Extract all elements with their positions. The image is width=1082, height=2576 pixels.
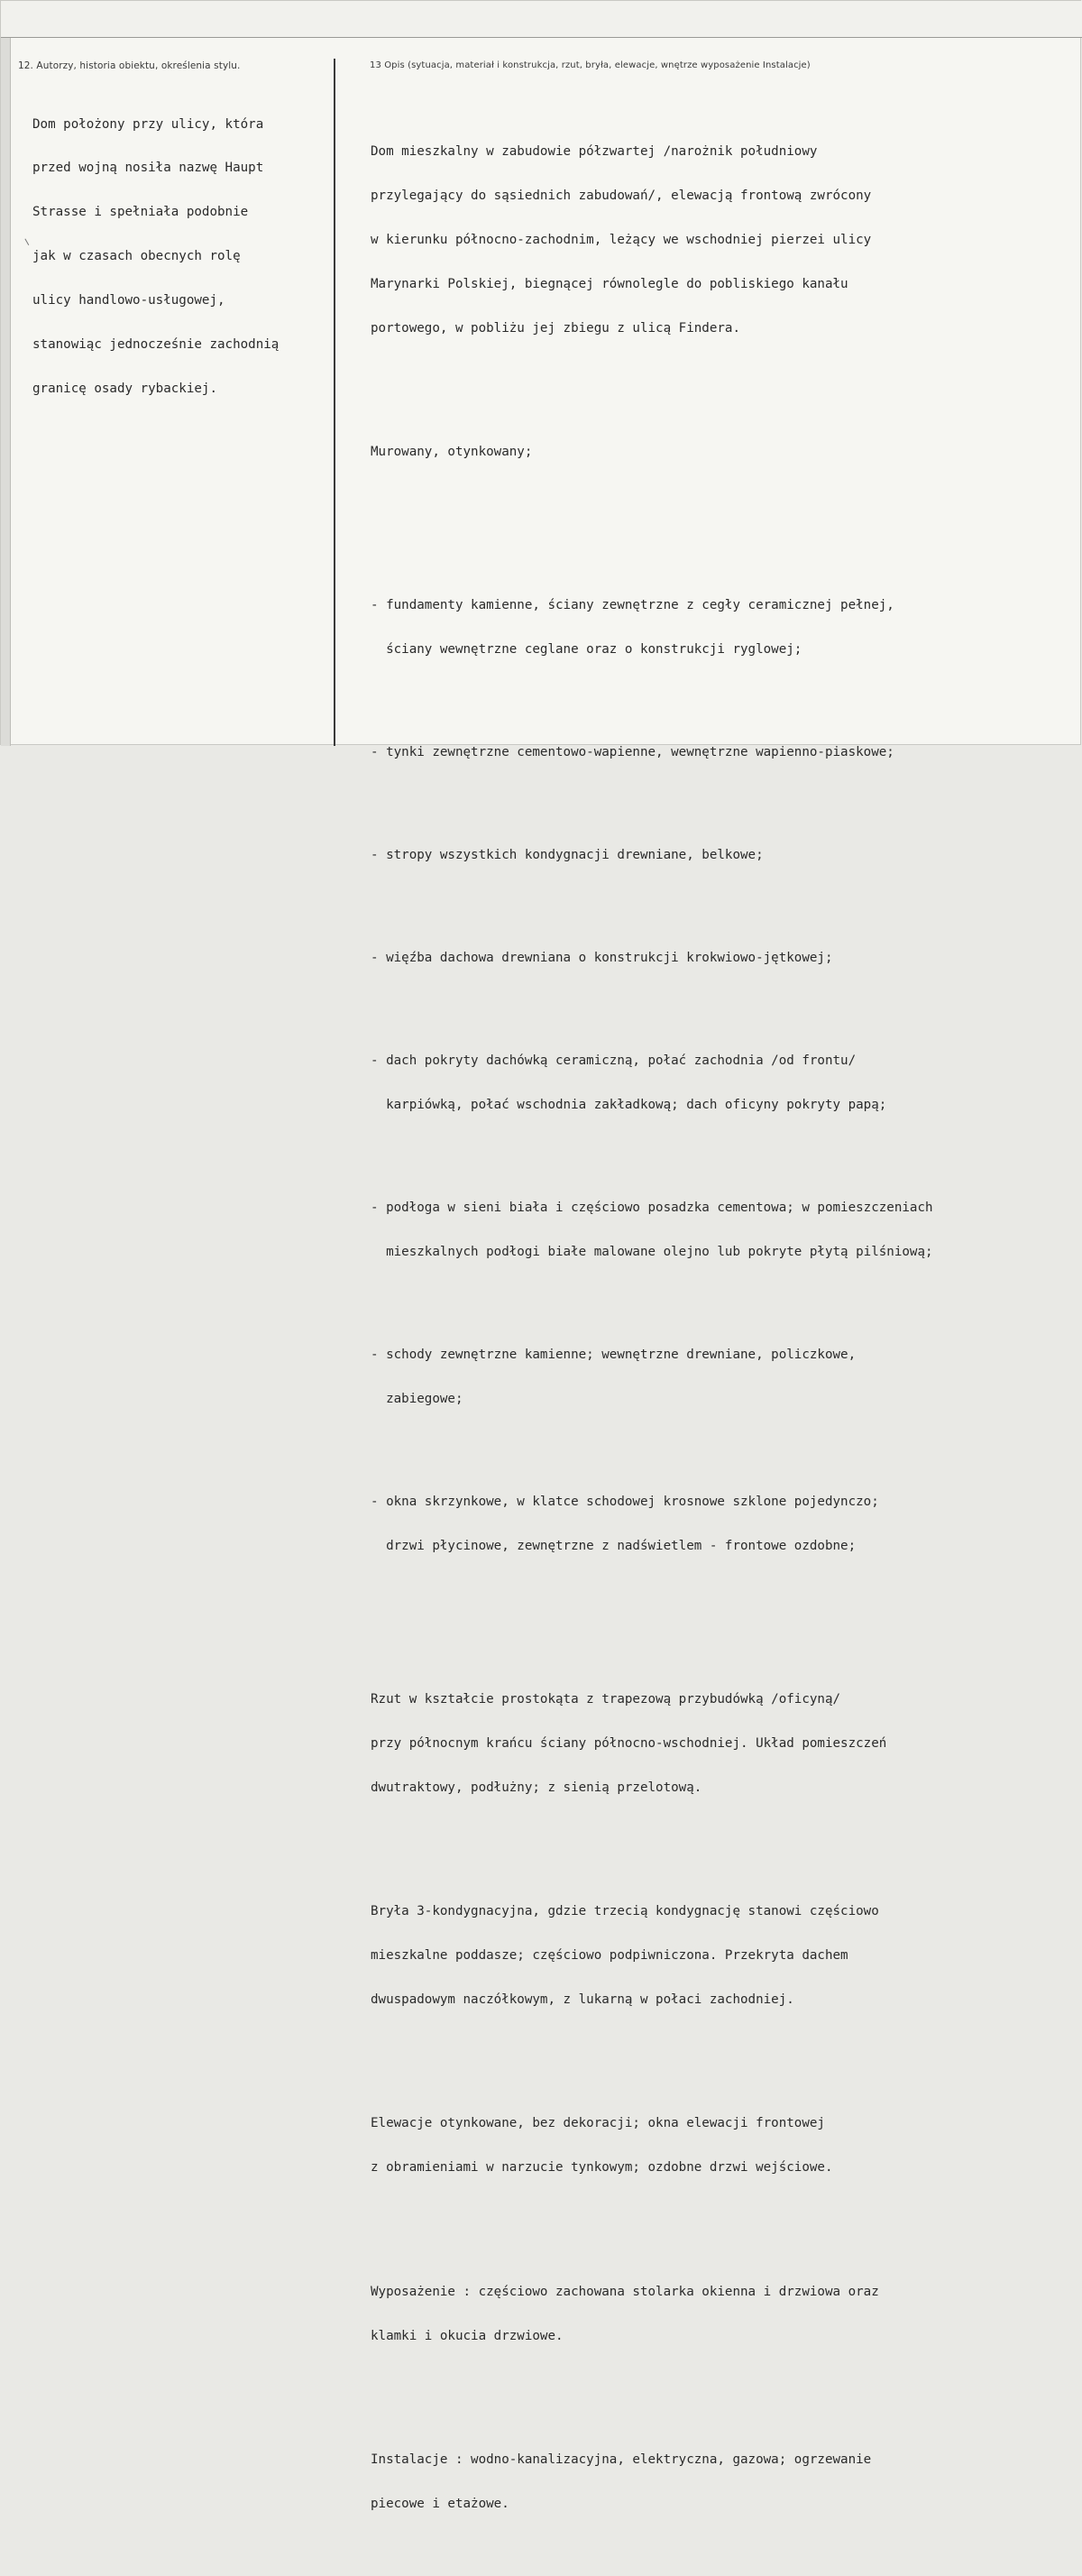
intro-paragraph (371, 115, 933, 365)
installations-paragraph (371, 2423, 933, 2540)
installations-line: piecowe i etażowe. (371, 2496, 509, 2511)
furnishing-line: klamki i okucia drzwiowe. (371, 2328, 564, 2343)
massing-paragraph (371, 1875, 933, 2037)
list-item-line: - okna skrzynkowe, w klatce schodowej krosnowe szklone pojedynczo; (371, 1495, 879, 1510)
list-item (371, 1025, 933, 1142)
description-text (371, 86, 933, 2576)
list-item-line: - fundamenty kamienne, ściany zewnętrzne z cegły ceramicznej pełnej, (371, 598, 894, 613)
list-item (371, 922, 933, 995)
massing-line: mieszkalne poddasze; częściowo podpiwniczona. Przekryta dachem (371, 1948, 848, 1964)
list-item-line: drzwi płycinowe, zewnętrzne z nadświetlem - frontowe ozdobne; (371, 1539, 857, 1554)
history-line: przed wojną nosiła nazwę Haupt (32, 161, 264, 176)
list-item-line: - tynki zewnętrzne cementowo-wapienne, wewnętrzne wapienno-piaskowe; (371, 745, 894, 760)
list-item (371, 569, 933, 686)
massing-line: dwuspadowym naczółkowym, z lukarną w połaci zachodniej. (371, 1992, 794, 2007)
list-item-line: karpiówką, połać wschodnia zakładkową; dach oficyny pokryty papą; (371, 1098, 887, 1113)
right-column-header: 13 Opis (sytuacja, materiał i konstrukcja, rzut, bryła, elewacje, wnętrze wyposażenie Instalacje) (370, 60, 811, 70)
history-line: ulicy handlowo-usługowej, (32, 293, 225, 308)
list-item-line: - stropy wszystkich kondygnacji drewniane, belkowe; (371, 848, 764, 863)
history-line: granicę osady rybackiej. (32, 381, 217, 396)
list-item-line: ściany wewnętrzne ceglane oraz o konstrukcji ryglowej; (371, 641, 802, 657)
material-line: Murowany, otynkowany; (371, 445, 533, 460)
history-line: Dom położony przy ulicy, która (32, 116, 264, 132)
list-item (371, 1466, 933, 1583)
list-item-line: mieszkalnych podłogi białe malowane olejno lub pokryte płytą pilśniową; (371, 1245, 933, 1260)
list-item (371, 715, 933, 788)
list-item (371, 819, 933, 892)
history-text (32, 87, 279, 426)
plan-paragraph (371, 1662, 933, 1824)
list-item-line: zabiegowe; (371, 1392, 463, 1407)
construction-list (371, 539, 933, 1613)
furnishing-paragraph (371, 2255, 933, 2372)
material-paragraph (371, 416, 933, 489)
installations-line: Instalacje : wodno-kanalizacyjna, elektryczna, gazowa; ogrzewanie (371, 2452, 872, 2467)
left-column-header: 12. Autorzy, historia obiektu, określenia stylu. (18, 60, 241, 71)
intro-line: portowego, w pobliżu jej zbiegu z ulicą Findera. (371, 320, 740, 336)
column-divider (334, 59, 335, 746)
history-line: stanowiąc jednocześnie zachodnią (32, 337, 280, 353)
list-item-line: - więźba dachowa drewniana o konstrukcji krokwiowo-jętkowej; (371, 951, 833, 966)
intro-line: przylegający do sąsiednich zabudowań/, elewacją frontową zwrócony (371, 189, 872, 204)
list-item (371, 1172, 933, 1289)
history-line: jak w czasach obecnych rolę (32, 249, 241, 264)
sheet-left-edge (1, 1, 11, 746)
list-item-line: - dach pokryty dachówką ceramiczną, połać zachodnia /od frontu/ (371, 1053, 857, 1069)
intro-line: Dom mieszkalny w zabudowie półzwartej /narożnik południowy (371, 144, 818, 160)
elevations-line: Elewacje otynkowane, bez dekoracji; okna elewacji frontowej (371, 2116, 825, 2131)
list-item (371, 1319, 933, 1436)
list-item-line: - podłoga w sieni biała i częściowo posadzka cementowa; w pomieszczeniach (371, 1201, 933, 1216)
intro-line: Marynarki Polskiej, biegnącej równolegle do pobliskiego kanału (371, 276, 848, 291)
plan-line: dwutraktowy, podłużny; z sienią przelotową. (371, 1780, 702, 1795)
plan-line: przy północnym krańcu ściany północno-wschodniej. Układ pomieszczeń (371, 1735, 887, 1751)
list-item-line: - schody zewnętrzne kamienne; wewnętrzne drewniane, policzkowe, (371, 1348, 857, 1363)
furnishing-line: Wyposażenie : częściowo zachowana stolarka okienna i drzwiowa oraz (371, 2284, 879, 2299)
history-line: Strasse i spełniała podobnie (32, 205, 249, 220)
elevations-line: z obramieniami w narzucie tynkowym; ozdobne drzwi wejściowe. (371, 2160, 833, 2176)
elevations-paragraph (371, 2087, 933, 2204)
massing-line: Bryła 3-kondygnacyjna, gdzie trzecią kondygnację stanowi częściowo (371, 1904, 879, 1919)
intro-line: w kierunku północno-zachodnim, leżący we wschodniej pierzei ulicy (371, 232, 872, 247)
plan-line: Rzut w kształcie prostokąta z trapezową przybudówką /oficyną/ (371, 1692, 841, 1707)
sheet-top-fold (1, 1, 1082, 38)
